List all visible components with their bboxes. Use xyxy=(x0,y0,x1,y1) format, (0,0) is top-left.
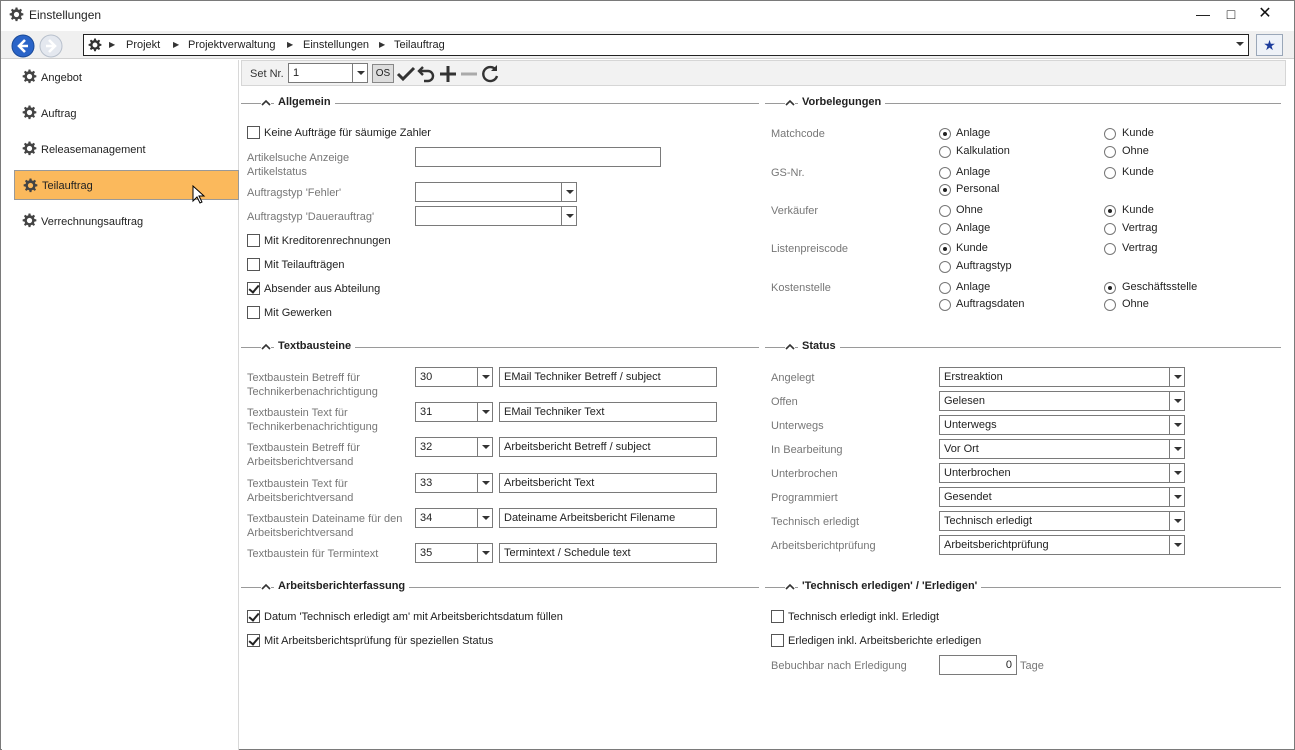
auftragstyp-dauer-select[interactable] xyxy=(415,206,577,226)
chevron-up-icon[interactable] xyxy=(785,582,795,592)
matchcode-anlage-radio[interactable] xyxy=(939,128,951,140)
auftragstyp-fehler-label: Auftragstyp 'Fehler' xyxy=(247,187,342,199)
erledigen-inkl-label: Erledigen inkl. Arbeitsberichte erledigen xyxy=(788,635,982,647)
textbaustein-number: 35 xyxy=(420,547,433,559)
chevron-down-icon[interactable] xyxy=(561,183,576,201)
sidebar-item-label: Teilauftrag xyxy=(42,180,93,192)
chevron-up-icon[interactable] xyxy=(261,98,271,108)
textbaustein-number: 34 xyxy=(420,512,433,524)
section-title: Arbeitsberichterfassung xyxy=(274,580,409,592)
radio-label: Vertrag xyxy=(1122,222,1158,234)
breadcrumb-item-projektverwaltung[interactable]: Projektverwaltung xyxy=(188,39,276,51)
textbaustein-label: Textbaustein Dateiname für den xyxy=(247,513,403,525)
bebuchbar-value: 0 xyxy=(1005,659,1012,671)
breadcrumb-separator-icon: ▶ xyxy=(173,40,180,49)
sidebar-item-label: Angebot xyxy=(41,72,82,84)
radio-label: Personal xyxy=(956,183,1000,195)
chevron-down-icon[interactable] xyxy=(1169,392,1184,410)
breadcrumb-separator-icon: ▶ xyxy=(287,40,294,49)
status-value: Technisch erledigt xyxy=(944,515,1033,527)
textbaustein-number: 30 xyxy=(420,371,433,383)
section-title: Status xyxy=(798,340,840,352)
textbaustein-label-line2: Arbeitsberichtversand xyxy=(247,492,354,504)
status-value: Arbeitsberichtprüfung xyxy=(944,539,1049,551)
technisch-erledigt-inkl-label: Technisch erledigt inkl. Erledigt xyxy=(788,611,940,623)
matchcode-label: Matchcode xyxy=(771,128,825,140)
set-number-value: 1 xyxy=(293,67,300,79)
chevron-up-icon[interactable] xyxy=(261,342,271,352)
kostenstelle-label: Kostenstelle xyxy=(771,282,831,294)
radio-label: Auftragstyp xyxy=(956,260,1012,272)
textbaustein-label: Textbaustein für Termintext xyxy=(247,548,379,560)
chevron-up-icon[interactable] xyxy=(785,342,795,352)
status-value: Unterwegs xyxy=(944,419,997,431)
mit-kreditoren-checkbox[interactable] xyxy=(247,234,260,247)
kostenstelle-auftragsdaten-radio[interactable] xyxy=(939,299,951,311)
mit-teilauftraegen-label: Mit Teilaufträgen xyxy=(264,259,345,271)
sidebar-item-angebot[interactable] xyxy=(14,62,239,92)
textbaustein-text: Dateiname Arbeitsbericht Filename xyxy=(504,512,676,524)
textbaustein-text: EMail Techniker Text xyxy=(504,406,605,418)
status-label: Unterwegs xyxy=(771,420,824,432)
os-button[interactable]: OS xyxy=(372,64,394,83)
undo-icon[interactable] xyxy=(417,64,437,84)
section-technisch-erledigen[interactable] xyxy=(765,580,1281,594)
auftragstyp-dauer-label: Auftragstyp 'Dauerauftrag' xyxy=(247,211,375,223)
textbaustein-text-field[interactable] xyxy=(499,437,717,457)
section-textbausteine[interactable] xyxy=(241,340,759,354)
kostenstelle-ohne-radio[interactable] xyxy=(1104,299,1116,311)
status-unterwegs-select[interactable] xyxy=(939,415,1185,435)
radio-label: Ohne xyxy=(1122,298,1149,310)
status-label: In Bearbeitung xyxy=(771,444,843,456)
verkaeufer-label: Verkäufer xyxy=(771,205,819,217)
chevron-down-icon[interactable] xyxy=(1169,464,1184,482)
chevron-down-icon[interactable] xyxy=(477,474,492,492)
status-label: Technisch erledigt xyxy=(771,516,860,528)
kostenstelle-anlage-radio[interactable] xyxy=(939,282,951,294)
status-value: Gelesen xyxy=(944,395,985,407)
sidebar xyxy=(2,60,239,750)
breadcrumb-item-einstellungen[interactable]: Einstellungen xyxy=(303,39,370,51)
add-icon[interactable] xyxy=(438,64,458,84)
radio-label: Anlage xyxy=(956,281,991,293)
textbaustein-label: Textbaustein Betreff für xyxy=(247,372,360,384)
sidebar-item-teilauftrag[interactable] xyxy=(14,170,239,200)
star-icon: ★ xyxy=(1263,37,1276,53)
sidebar-item-releasemanagement[interactable] xyxy=(14,134,239,164)
status-technisch-erledigt-select[interactable] xyxy=(939,511,1185,531)
status-angelegt-select[interactable] xyxy=(939,367,1185,387)
pruefung-checkbox[interactable] xyxy=(247,634,260,647)
close-button[interactable]: ✕ xyxy=(1258,5,1272,22)
verkaeufer-kunde-radio[interactable] xyxy=(1104,205,1116,217)
textbaustein-label-line2: Technikerbenachrichtigung xyxy=(247,386,378,398)
breadcrumb-separator-icon: ▶ xyxy=(109,40,116,49)
section-vorbelegungen[interactable] xyxy=(765,96,1281,110)
listenpreiscode-label: Listenpreiscode xyxy=(771,243,849,255)
textbaustein-number: 33 xyxy=(420,477,433,489)
textbaustein-text: EMail Techniker Betreff / subject xyxy=(504,371,661,383)
chevron-down-icon[interactable] xyxy=(477,403,492,421)
section-status[interactable] xyxy=(765,340,1281,354)
status-in-bearbeitung-select[interactable] xyxy=(939,439,1185,459)
absender-label: Absender aus Abteilung xyxy=(264,283,381,295)
textbaustein-label-line2: Technikerbenachrichtigung xyxy=(247,421,378,433)
verkaeufer-ohne-radio[interactable] xyxy=(939,205,951,217)
gsnr-label: GS-Nr. xyxy=(771,167,805,179)
maximize-button[interactable]: □ xyxy=(1226,6,1236,22)
radio-label: Anlage xyxy=(956,222,991,234)
chevron-down-icon[interactable] xyxy=(1169,512,1184,530)
section-arbeitsberichterfassung[interactable] xyxy=(241,580,759,594)
textbaustein-text: Termintext / Schedule text xyxy=(504,547,631,559)
chevron-down-icon[interactable] xyxy=(1169,416,1184,434)
gear-icon xyxy=(22,141,37,156)
radio-label: Ohne xyxy=(1122,145,1149,157)
status-value: Gesendet xyxy=(944,491,992,503)
sidebar-item-label: Releasemanagement xyxy=(41,144,146,156)
textbaustein-text-field[interactable] xyxy=(499,367,717,387)
tage-unit-label: Tage xyxy=(1020,660,1044,672)
status-label: Unterbrochen xyxy=(771,468,838,480)
status-label: Arbeitsberichtprüfung xyxy=(771,540,876,552)
status-label: Angelegt xyxy=(771,372,815,384)
radio-label: Ohne xyxy=(956,204,983,216)
erledigen-inkl-checkbox[interactable] xyxy=(771,634,784,647)
chevron-down-icon[interactable] xyxy=(1169,536,1184,554)
keine-auftraege-checkbox[interactable] xyxy=(247,126,260,139)
textbaustein-number-select[interactable] xyxy=(415,402,493,422)
bebuchbar-label: Bebuchbar nach Erledigung xyxy=(771,660,907,672)
textbaustein-text-field[interactable] xyxy=(499,508,717,528)
title-bar xyxy=(1,1,1294,29)
window-title: Einstellungen xyxy=(29,8,102,22)
technisch-erledigt-inkl-checkbox[interactable] xyxy=(771,610,784,623)
chevron-down-icon[interactable] xyxy=(561,207,576,225)
mit-gewerken-checkbox[interactable] xyxy=(247,306,260,319)
textbaustein-number-select[interactable] xyxy=(415,367,493,387)
gear-icon xyxy=(88,38,102,52)
textbaustein-text-field[interactable] xyxy=(499,402,717,422)
section-title: 'Technisch erledigen' / 'Erledigen' xyxy=(798,580,981,592)
radio-label: Kunde xyxy=(1122,166,1154,178)
refresh-icon[interactable] xyxy=(480,64,500,84)
listenpreiscode-auftragstyp-radio[interactable] xyxy=(939,261,951,273)
textbaustein-number: 31 xyxy=(420,406,433,418)
textbaustein-number-select[interactable] xyxy=(415,508,493,528)
textbaustein-text-field[interactable] xyxy=(499,543,717,563)
minimize-button[interactable]: — xyxy=(1196,6,1210,22)
status-label: Offen xyxy=(771,396,798,408)
textbaustein-number-select[interactable] xyxy=(415,473,493,493)
textbaustein-label-line2: Arbeitsberichtversand xyxy=(247,527,354,539)
chevron-down-icon[interactable] xyxy=(1169,488,1184,506)
section-title: Textbausteine xyxy=(274,340,355,352)
breadcrumb[interactable] xyxy=(83,34,1249,56)
status-arbeitsberichtpruefung-select[interactable] xyxy=(939,535,1185,555)
textbaustein-label-line2: Arbeitsberichtversand xyxy=(247,456,354,468)
sidebar-item-auftrag[interactable] xyxy=(14,98,239,128)
textbaustein-text: Arbeitsbericht Text xyxy=(504,477,595,489)
gear-icon xyxy=(22,213,37,228)
section-allgemein[interactable] xyxy=(241,96,759,110)
navigation-bar xyxy=(1,31,1294,59)
forward-icon[interactable] xyxy=(39,34,63,58)
chevron-down-icon[interactable] xyxy=(1236,42,1244,46)
remove-icon[interactable] xyxy=(459,64,479,84)
matchcode-kunde-radio[interactable] xyxy=(1104,128,1116,140)
breadcrumb-item-projekt[interactable]: Projekt xyxy=(126,39,161,51)
textbaustein-label: Textbaustein Text für xyxy=(247,407,348,419)
chevron-up-icon[interactable] xyxy=(785,98,795,108)
gsnr-anlage-radio[interactable] xyxy=(939,167,951,179)
datum-label: Datum 'Technisch erledigt am' mit Arbeitsberichtsdatum füllen xyxy=(264,611,563,623)
chevron-down-icon[interactable] xyxy=(477,544,492,562)
textbaustein-number-select[interactable] xyxy=(415,543,493,563)
gear-icon xyxy=(23,178,38,193)
status-value: Vor Ort xyxy=(944,443,979,455)
section-title: Allgemein xyxy=(274,96,335,108)
status-offen-select[interactable] xyxy=(939,391,1185,411)
status-unterbrochen-select[interactable] xyxy=(939,463,1185,483)
status-value: Unterbrochen xyxy=(944,467,1011,479)
chevron-down-icon[interactable] xyxy=(1169,440,1184,458)
chevron-down-icon[interactable] xyxy=(477,438,492,456)
back-icon[interactable] xyxy=(11,34,35,58)
textbaustein-label: Textbaustein Text für xyxy=(247,478,348,490)
absender-checkbox[interactable] xyxy=(247,282,260,295)
verkaeufer-vertrag-radio[interactable] xyxy=(1104,223,1116,235)
artikelsuche-label-line2: Artikelstatus xyxy=(247,166,307,178)
check-icon[interactable] xyxy=(396,64,416,84)
breadcrumb-item-teilauftrag[interactable]: Teilauftrag xyxy=(394,39,445,51)
breadcrumb-separator-icon: ▶ xyxy=(379,40,386,49)
matchcode-ohne-radio[interactable] xyxy=(1104,146,1116,158)
radio-label: Kunde xyxy=(1122,204,1154,216)
verkaeufer-anlage-radio[interactable] xyxy=(939,223,951,235)
section-title: Vorbelegungen xyxy=(798,96,885,108)
matchcode-kalkulation-radio[interactable] xyxy=(939,146,951,158)
gear-icon xyxy=(9,7,24,22)
radio-label: Vertrag xyxy=(1122,242,1158,254)
chevron-down-icon[interactable] xyxy=(477,368,492,386)
mit-gewerken-label: Mit Gewerken xyxy=(264,307,332,319)
status-value: Erstreaktion xyxy=(944,371,1003,383)
listenpreiscode-vertrag-radio[interactable] xyxy=(1104,243,1116,255)
gear-icon xyxy=(22,105,37,120)
auftragstyp-fehler-select[interactable] xyxy=(415,182,577,202)
set-number-select[interactable] xyxy=(288,63,368,83)
mit-kreditoren-label: Mit Kreditorenrechnungen xyxy=(264,235,391,247)
toolbar xyxy=(241,60,1286,86)
kostenstelle-geschaeftsstelle-radio[interactable] xyxy=(1104,282,1116,294)
radio-label: Geschäftsstelle xyxy=(1122,281,1198,293)
bebuchbar-input[interactable] xyxy=(939,655,1017,675)
radio-label: Kunde xyxy=(956,242,988,254)
pruefung-label: Mit Arbeitsberichtsprüfung für speziellen Status xyxy=(264,635,494,647)
mouse-cursor-icon xyxy=(192,185,206,205)
status-label: Programmiert xyxy=(771,492,838,504)
radio-label: Anlage xyxy=(956,127,991,139)
sidebar-item-label: Verrechnungsauftrag xyxy=(41,216,144,228)
keine-auftraege-label: Keine Aufträge für säumige Zahler xyxy=(264,127,431,139)
listenpreiscode-kunde-radio[interactable] xyxy=(939,243,951,255)
textbaustein-text: Arbeitsbericht Betreff / subject xyxy=(504,441,651,453)
gear-icon xyxy=(22,69,37,84)
artikelsuche-input[interactable] xyxy=(415,147,661,167)
radio-label: Kunde xyxy=(1122,127,1154,139)
chevron-down-icon[interactable] xyxy=(477,509,492,527)
chevron-down-icon[interactable] xyxy=(1169,368,1184,386)
textbaustein-number: 32 xyxy=(420,441,433,453)
radio-label: Kalkulation xyxy=(956,145,1010,157)
datum-checkbox[interactable] xyxy=(247,610,260,623)
textbaustein-text-field[interactable] xyxy=(499,473,717,493)
mit-teilauftraegen-checkbox[interactable] xyxy=(247,258,260,271)
chevron-down-icon[interactable] xyxy=(352,64,367,82)
gsnr-kunde-radio[interactable] xyxy=(1104,167,1116,179)
gsnr-personal-radio[interactable] xyxy=(939,184,951,196)
set-number-label: Set Nr. xyxy=(250,68,284,80)
favorite-button[interactable] xyxy=(1256,34,1283,56)
status-programmiert-select[interactable] xyxy=(939,487,1185,507)
chevron-up-icon[interactable] xyxy=(261,582,271,592)
sidebar-item-verrechnungsauftrag[interactable] xyxy=(14,206,239,236)
radio-label: Auftragsdaten xyxy=(956,298,1025,310)
textbaustein-number-select[interactable] xyxy=(415,437,493,457)
textbaustein-label: Textbaustein Betreff für xyxy=(247,442,360,454)
artikelsuche-label: Artikelsuche Anzeige xyxy=(247,152,350,164)
radio-label: Anlage xyxy=(956,166,991,178)
sidebar-item-label: Auftrag xyxy=(41,108,77,120)
